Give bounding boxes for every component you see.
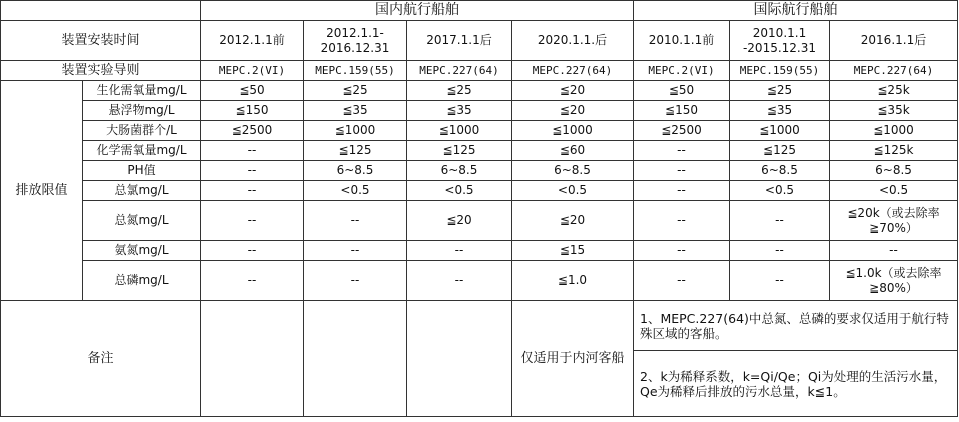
limit-value: ≦60 xyxy=(512,141,634,161)
limit-value: -- xyxy=(201,181,304,201)
limit-param-name: 氨氮mg/L xyxy=(83,241,201,261)
install-time-cell: 2017.1.1后 xyxy=(407,21,512,61)
limit-value: -- xyxy=(201,141,304,161)
limit-value: ≦1000 xyxy=(830,121,958,141)
inland-river-note: 仅适用于内河客船 xyxy=(512,301,634,417)
limit-value: -- xyxy=(830,241,958,261)
international-ships-header: 国际航行船舶 xyxy=(634,1,958,21)
guide-cell: MEPC.2(VI) xyxy=(201,61,304,81)
limit-value: ≦50 xyxy=(201,81,304,101)
remarks-empty-cell xyxy=(407,301,512,417)
limit-value: ≦1.0 xyxy=(512,261,634,301)
limit-row-total-nitrogen xyxy=(1,201,958,241)
limit-param-name: 大肠菌群个/L xyxy=(83,121,201,141)
limit-value: ≦20 xyxy=(407,201,512,241)
limit-value: -- xyxy=(304,261,407,301)
remarks-empty-cell xyxy=(304,301,407,417)
install-time-cell: 2010.1.1前 xyxy=(634,21,730,61)
limit-value: 6~8.5 xyxy=(830,161,958,181)
limit-row-ph xyxy=(1,161,958,181)
limit-value: ≦20k（或去除率≧70%） xyxy=(830,201,958,241)
limit-value: ≦20 xyxy=(512,201,634,241)
limit-value: ≦1000 xyxy=(730,121,830,141)
limit-value: -- xyxy=(634,261,730,301)
limit-row-total-chlorine xyxy=(1,181,958,201)
limit-value: -- xyxy=(634,161,730,181)
limit-value: ≦35 xyxy=(730,101,830,121)
guide-cell: MEPC.227(64) xyxy=(407,61,512,81)
limit-value: 6~8.5 xyxy=(512,161,634,181)
limit-value: ≦1000 xyxy=(407,121,512,141)
limit-value: -- xyxy=(730,261,830,301)
limit-value: -- xyxy=(407,261,512,301)
limit-value: -- xyxy=(634,241,730,261)
limit-value: -- xyxy=(201,201,304,241)
limit-value: ≦1.0k（或去除率≧80%） xyxy=(830,261,958,301)
limit-value: ≦25 xyxy=(730,81,830,101)
limit-value: -- xyxy=(634,141,730,161)
limit-value: ≦35 xyxy=(304,101,407,121)
limit-param-name: 生化需氧量mg/L xyxy=(83,81,201,101)
limit-row-cod xyxy=(1,141,958,161)
install-time-label: 装置安装时间 xyxy=(1,21,201,61)
limit-value: 6~8.5 xyxy=(304,161,407,181)
install-time-cell: 2016.1.1后 xyxy=(830,21,958,61)
limit-value: ≦25k xyxy=(830,81,958,101)
limit-value: <0.5 xyxy=(304,181,407,201)
limit-value: -- xyxy=(407,241,512,261)
limit-value: ≦2500 xyxy=(634,121,730,141)
limit-row-coliform xyxy=(1,121,958,141)
limit-value: ≦1000 xyxy=(512,121,634,141)
limit-value: ≦150 xyxy=(634,101,730,121)
install-time-row xyxy=(1,21,958,61)
limit-value: ≦1000 xyxy=(304,121,407,141)
limit-value: ≦25 xyxy=(304,81,407,101)
guide-cell: MEPC.159(55) xyxy=(304,61,407,81)
limit-param-name: 化学需氧量mg/L xyxy=(83,141,201,161)
guide-label: 装置实验导则 xyxy=(1,61,201,81)
guide-cell: MEPC.227(64) xyxy=(512,61,634,81)
install-time-cell: 2010.1.1 -2015.12.31 xyxy=(730,21,830,61)
limit-value: <0.5 xyxy=(512,181,634,201)
limit-value: ≦125 xyxy=(407,141,512,161)
limit-param-name: PH值 xyxy=(83,161,201,181)
guide-cell: MEPC.2(VI) xyxy=(634,61,730,81)
limit-value: <0.5 xyxy=(830,181,958,201)
limit-value: 6~8.5 xyxy=(407,161,512,181)
limit-value: -- xyxy=(634,201,730,241)
limit-value: <0.5 xyxy=(407,181,512,201)
limit-value: ≦20 xyxy=(512,101,634,121)
limit-value: ≦25 xyxy=(407,81,512,101)
limit-value: -- xyxy=(634,181,730,201)
limit-param-name: 总磷mg/L xyxy=(83,261,201,301)
install-time-cell: 2012.1.1-2016.12.31 xyxy=(304,21,407,61)
limit-value: -- xyxy=(201,241,304,261)
limit-row-ammonia xyxy=(1,241,958,261)
limit-param-name: 总氯mg/L xyxy=(83,181,201,201)
install-time-cell: 2012.1.1前 xyxy=(201,21,304,61)
limit-value: ≦35 xyxy=(407,101,512,121)
limit-value: -- xyxy=(730,201,830,241)
limit-value: -- xyxy=(201,261,304,301)
limit-value: ≦15 xyxy=(512,241,634,261)
guide-cell: MEPC.227(64) xyxy=(830,61,958,81)
limit-param-name: 总氮mg/L xyxy=(83,201,201,241)
remarks-label: 备注 xyxy=(1,301,201,417)
limit-value: ≦125k xyxy=(830,141,958,161)
limit-param-name: 悬浮物mg/L xyxy=(83,101,201,121)
limit-value: ≦20 xyxy=(512,81,634,101)
limit-value: <0.5 xyxy=(730,181,830,201)
limit-value: -- xyxy=(201,161,304,181)
limit-value: -- xyxy=(304,241,407,261)
limits-label: 排放限值 xyxy=(1,81,83,301)
limit-row-total-phosphorus xyxy=(1,261,958,301)
install-time-cell: 2020.1.1.后 xyxy=(512,21,634,61)
limit-row-bod xyxy=(1,81,958,101)
domestic-ships-header: 国内航行船舶 xyxy=(201,1,634,21)
header-row xyxy=(1,1,958,21)
limit-value: ≦2500 xyxy=(201,121,304,141)
limit-value: ≦35k xyxy=(830,101,958,121)
remark-note-2: 2、k为稀释系数，k=Qi/Qe；Qi为处理的生活污水量，Qe为稀释后排放的污水总量，k≦1。 xyxy=(634,351,958,417)
guide-cell: MEPC.159(55) xyxy=(730,61,830,81)
limit-value: ≦125 xyxy=(304,141,407,161)
limit-value: -- xyxy=(730,241,830,261)
corner-cell xyxy=(1,1,201,21)
limit-value: ≦150 xyxy=(201,101,304,121)
remarks-empty-cell xyxy=(201,301,304,417)
limit-value: 6~8.5 xyxy=(730,161,830,181)
remark-note-1: 1、MEPC.227(64)中总氮、总磷的要求仅适用于航行特殊区域的客船。 xyxy=(634,301,958,351)
remarks-row-1 xyxy=(1,301,958,351)
limit-value: ≦125 xyxy=(730,141,830,161)
limit-row-suspended-solids xyxy=(1,101,958,121)
guide-row xyxy=(1,61,958,81)
limit-value: -- xyxy=(304,201,407,241)
limit-value: ≦50 xyxy=(634,81,730,101)
